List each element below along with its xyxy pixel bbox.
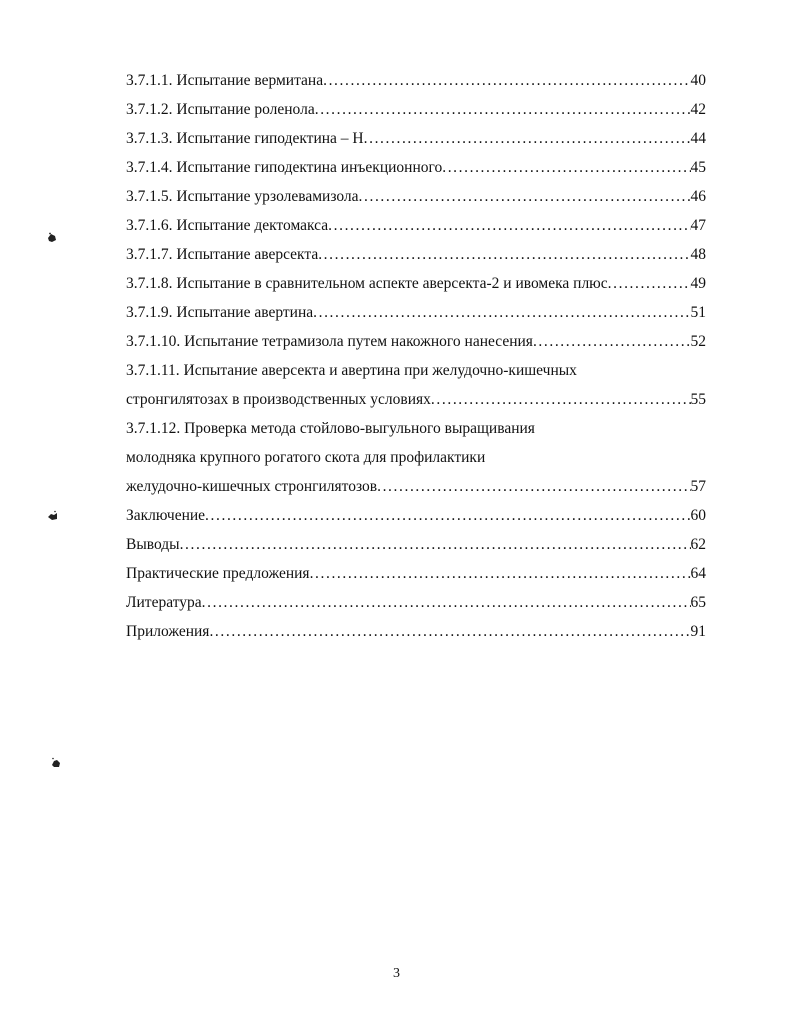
toc-entry-page: 51 [690, 304, 706, 321]
toc-entry-title: 3.7.1.9. Испытание авертина [126, 304, 314, 321]
toc-entry-title: 3.7.1.1. Испытание вермитана [126, 72, 324, 89]
leader-dots [180, 530, 691, 559]
leader-dots [328, 211, 690, 240]
toc-entry-title: желудочно-кишечных стронгилятозов [126, 478, 378, 495]
toc-entry-title: 3.7.1.8. Испытание в сравнительном аспекте аверсекта-2 и ивомека плюс [126, 275, 608, 292]
leader-dots [431, 385, 691, 414]
toc-entry-line: 3.7.1.11. Испытание аверсекта и авертина при желудочно-кишечных [126, 362, 577, 379]
toc-entry-page: 55 [690, 391, 706, 408]
toc-entry[interactable] [126, 327, 706, 356]
toc-entry-page: 64 [690, 565, 706, 582]
toc-entry-page: 40 [690, 72, 706, 89]
toc-entry[interactable] [126, 269, 706, 298]
toc-entry-line: 3.7.1.12. Проверка метода стойлово-выгульного выращивания [126, 420, 535, 437]
toc-entry-line: молодняка крупного рогатого скота для профилактики [126, 449, 486, 466]
scan-speck-icon [47, 510, 59, 522]
leader-dots [364, 124, 691, 153]
toc-entry[interactable] [126, 588, 706, 617]
leader-dots [205, 501, 690, 530]
toc-entry-page: 42 [690, 101, 706, 118]
leader-dots [608, 269, 691, 298]
toc-entry-title: 3.7.1.7. Испытание аверсекта [126, 246, 319, 263]
toc-entry-page: 48 [690, 246, 706, 263]
toc-entry[interactable] [126, 501, 706, 530]
leader-dots [202, 588, 691, 617]
toc-entry[interactable] [126, 530, 706, 559]
toc-entry-page: 91 [690, 623, 706, 640]
toc-entry-page: 47 [690, 217, 706, 234]
leader-dots [442, 153, 690, 182]
toc-entry-title: 3.7.1.5. Испытание урзолевамизола [126, 188, 359, 205]
toc-entry-page: 49 [690, 275, 706, 292]
toc-entry[interactable] [126, 211, 706, 240]
leader-dots [377, 472, 690, 501]
toc-entry[interactable] [126, 385, 706, 414]
leader-dots [318, 240, 690, 269]
scan-speck-icon [50, 757, 62, 769]
toc-entry-title: Выводы [126, 536, 180, 553]
toc-entry-title: Приложения [126, 623, 210, 640]
toc-entry[interactable] [126, 182, 706, 211]
toc-entry-title: стронгилятозах в производственных условиях [126, 391, 431, 408]
toc-entry[interactable] [126, 153, 706, 182]
toc-entry-title: 3.7.1.3. Испытание гиподектина – Н [126, 130, 364, 147]
toc-entry-title: Литература [126, 594, 202, 611]
toc-entry[interactable] [126, 472, 706, 501]
leader-dots [323, 66, 690, 95]
leader-dots [313, 298, 690, 327]
scan-speck-icon [46, 232, 58, 244]
toc-entry[interactable] [126, 95, 706, 124]
toc-entry-page: 52 [690, 333, 706, 350]
toc-entry-page: 45 [690, 159, 706, 176]
toc-entry-title: 3.7.1.6. Испытание дектомакса [126, 217, 329, 234]
toc-entry[interactable] [126, 617, 706, 646]
toc-entry-title: 3.7.1.4. Испытание гиподектина инъекционного [126, 159, 443, 176]
toc-entry-title: 3.7.1.2. Испытание роленола [126, 101, 315, 118]
leader-dots [533, 327, 691, 356]
toc-entry-title: Практические предложения [126, 565, 310, 582]
toc-entry-page: 60 [690, 507, 706, 524]
toc-entry[interactable] [126, 240, 706, 269]
leader-dots [209, 617, 690, 646]
leader-dots [310, 559, 691, 588]
toc-entry-page: 57 [690, 478, 706, 495]
toc-entry[interactable] [126, 66, 706, 95]
toc-entry-page: 65 [690, 594, 706, 611]
toc-entry-page: 62 [690, 536, 706, 553]
table-of-contents [126, 66, 706, 646]
toc-entry[interactable] [126, 559, 706, 588]
leader-dots [315, 95, 691, 124]
toc-entry-page: 44 [690, 130, 706, 147]
toc-entry[interactable] [126, 298, 706, 327]
toc-entry-title: 3.7.1.10. Испытание тетрамизола путем накожного нанесения [126, 333, 533, 350]
toc-entry-page: 46 [690, 188, 706, 205]
leader-dots [359, 182, 691, 211]
toc-entry-title: Заключение [126, 507, 206, 524]
toc-entry[interactable] [126, 124, 706, 153]
page-number: 3 [393, 966, 400, 981]
